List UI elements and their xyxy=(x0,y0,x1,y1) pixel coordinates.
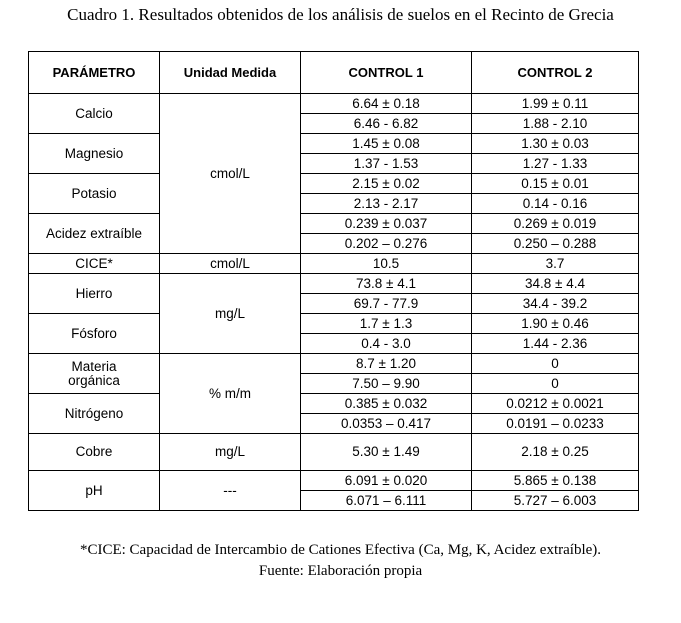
table-row xyxy=(29,254,639,274)
param-materia-organica xyxy=(29,354,160,394)
param-potasio: Potasio xyxy=(29,174,160,214)
param-calcio: Calcio xyxy=(29,94,160,134)
cell-value: 0.4 - 3.0 xyxy=(301,334,472,354)
cell-value: 0.0353 – 0.417 xyxy=(301,414,472,434)
cell-value: 1.37 - 1.53 xyxy=(301,154,472,174)
cell-value: 0.0191 – 0.0233 xyxy=(472,414,639,434)
cell-value: 0.15 ± 0.01 xyxy=(472,174,639,194)
cell-value: 2.18 ± 0.25 xyxy=(472,434,639,471)
table-row xyxy=(29,174,639,194)
cell-value: 1.44 - 2.36 xyxy=(472,334,639,354)
header-unidad: Unidad Medida xyxy=(160,52,301,94)
param-acidez: Acidez extraíble xyxy=(29,214,160,254)
table-row xyxy=(29,434,639,471)
param-nitrogeno: Nitrógeno xyxy=(29,394,160,434)
cell-value: 3.7 xyxy=(472,254,639,274)
cell-value: 34.4 - 39.2 xyxy=(472,294,639,314)
unit-cobre: mg/L xyxy=(160,434,301,471)
cell-value: 0.269 ± 0.019 xyxy=(472,214,639,234)
cell-value: 0.202 – 0.276 xyxy=(301,234,472,254)
cell-value: 0.14 - 0.16 xyxy=(472,194,639,214)
cell-value: 1.45 ± 0.08 xyxy=(301,134,472,154)
cell-value: 6.46 - 6.82 xyxy=(301,114,472,134)
cell-value: 1.99 ± 0.11 xyxy=(472,94,639,114)
cell-value: 8.7 ± 1.20 xyxy=(301,354,472,374)
cell-value: 1.7 ± 1.3 xyxy=(301,314,472,334)
cell-value: 0.0212 ± 0.0021 xyxy=(472,394,639,414)
unit-mg-group: mg/L xyxy=(160,274,301,354)
cell-value: 2.13 - 2.17 xyxy=(301,194,472,214)
cell-value: 5.865 ± 0.138 xyxy=(472,471,639,491)
cell-value: 34.8 ± 4.4 xyxy=(472,274,639,294)
cell-value: 0.385 ± 0.032 xyxy=(301,394,472,414)
cell-value: 6.091 ± 0.020 xyxy=(301,471,472,491)
cell-value: 5.727 – 6.003 xyxy=(472,491,639,511)
unit-ph: --- xyxy=(160,471,301,511)
cell-value: 5.30 ± 1.49 xyxy=(301,434,472,471)
footnote: *CICE: Capacidad de Intercambio de Cationes Efectiva (Ca, Mg, K, Acidez extraíble). xyxy=(79,542,602,558)
unit-cice: cmol/L xyxy=(160,254,301,274)
header-control-1: CONTROL 1 xyxy=(301,52,472,94)
param-cice: CICE* xyxy=(29,254,160,274)
table-row xyxy=(29,134,639,154)
param-materia-label: Materia orgánica xyxy=(68,358,120,388)
param-ph: pH xyxy=(29,471,160,511)
cell-value: 6.071 – 6.111 xyxy=(301,491,472,511)
param-cobre: Cobre xyxy=(29,434,160,471)
table-row xyxy=(29,274,639,294)
cell-value: 0.239 ± 0.037 xyxy=(301,214,472,234)
header-parametro: PARÁMETRO xyxy=(29,52,160,94)
unit-cmol-group: cmol/L xyxy=(160,94,301,254)
unit-pct-group: % m/m xyxy=(160,354,301,434)
table-row xyxy=(29,94,639,114)
cell-value: 7.50 – 9.90 xyxy=(301,374,472,394)
cell-value: 0.250 – 0.288 xyxy=(472,234,639,254)
cell-value: 0 xyxy=(472,374,639,394)
cell-value: 1.27 - 1.33 xyxy=(472,154,639,174)
param-magnesio: Magnesio xyxy=(29,134,160,174)
header-row xyxy=(29,52,639,94)
table-row xyxy=(29,354,639,374)
param-fosforo: Fósforo xyxy=(29,314,160,354)
source-note: Fuente: Elaboración propia xyxy=(258,563,423,579)
cell-value: 6.64 ± 0.18 xyxy=(301,94,472,114)
cell-value: 73.8 ± 4.1 xyxy=(301,274,472,294)
table-row xyxy=(29,214,639,234)
soil-results-table xyxy=(28,51,639,511)
cell-value: 1.90 ± 0.46 xyxy=(472,314,639,334)
param-hierro: Hierro xyxy=(29,274,160,314)
cell-value: 10.5 xyxy=(301,254,472,274)
table-row xyxy=(29,471,639,491)
cell-value: 1.30 ± 0.03 xyxy=(472,134,639,154)
table-caption: Cuadro 1. Resultados obtenidos de los análisis de suelos en el Recinto de Grecia xyxy=(67,5,614,24)
cell-value: 1.88 - 2.10 xyxy=(472,114,639,134)
cell-value: 0 xyxy=(472,354,639,374)
table-row xyxy=(29,394,639,414)
table-row xyxy=(29,314,639,334)
cell-value: 2.15 ± 0.02 xyxy=(301,174,472,194)
cell-value: 69.7 - 77.9 xyxy=(301,294,472,314)
header-control-2: CONTROL 2 xyxy=(472,52,639,94)
